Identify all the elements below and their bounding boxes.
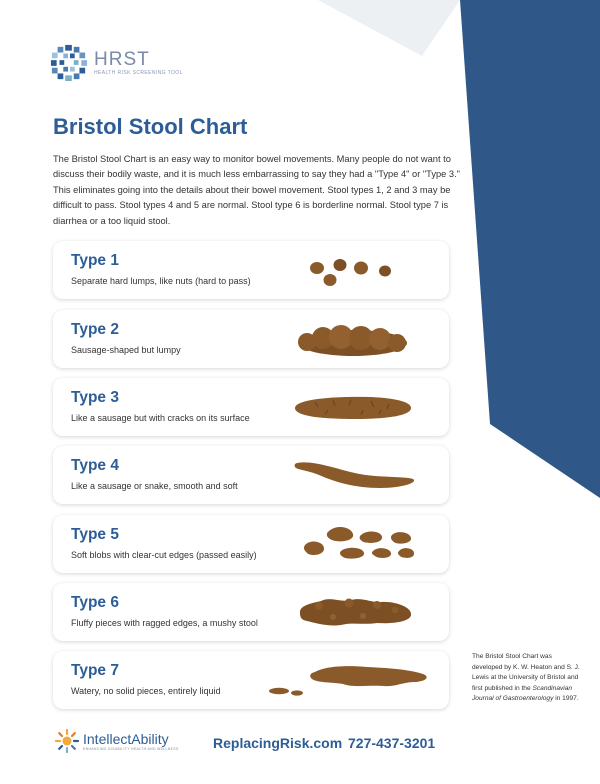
- stool-type-card-3: [53, 378, 449, 436]
- phone-number[interactable]: 727-437-3201: [348, 735, 436, 751]
- intro-paragraph: The Bristol Stool Chart is an easy way to monitor bowel movements. Many people do not want to discuss their bodily waste, and it is much less embarrassing to say they had a "Type 4" or "Type 3." This eliminates going into the details about their bowel movement. Stool types 1, 2 and 3 may be difficult to pass. Stool types 4 and 5 are normal. Stool type 6 is borderline normal. Stool type 7 is diarrhea or a too liquid stool.: [53, 154, 460, 226]
- hrst-mosaic-icon: [50, 44, 88, 82]
- stool-type-card-4: [53, 446, 449, 504]
- brand-tagline: ENHANCING DISABILITY HEALTH AND WELLNESS: [83, 746, 179, 751]
- stool-type-4-illustration: [255, 446, 445, 504]
- stool-type-1-illustration: [255, 241, 445, 299]
- stool-type-6-illustration: [255, 583, 445, 641]
- type-description: Like a sausage or snake, smooth and soft: [71, 481, 238, 491]
- stool-type-2-illustration: [255, 310, 445, 368]
- logo-subtitle: HEALTH RISK SCREENING TOOL: [94, 70, 183, 76]
- stool-type-card-7: [53, 651, 449, 709]
- website-link[interactable]: ReplacingRisk.com: [213, 735, 343, 751]
- type-description: Watery, no solid pieces, entirely liquid: [71, 686, 221, 696]
- chart-footnote: [472, 652, 584, 705]
- type-description: Sausage-shaped but lumpy: [71, 345, 181, 355]
- footnote-end: in 1997.: [553, 695, 579, 703]
- type-label: Type 4: [71, 457, 119, 474]
- type-label: Type 7: [71, 662, 119, 679]
- type-description: Soft blobs with clear-cut edges (passed easily): [71, 550, 257, 560]
- type-label: Type 2: [71, 321, 119, 338]
- brand-name: IntellectAbility: [83, 730, 169, 747]
- page-title: Bristol Stool Chart: [53, 114, 248, 139]
- intellectability-logo: [54, 728, 179, 754]
- type-label: Type 3: [71, 389, 119, 406]
- intellectability-sun-icon: [54, 728, 80, 754]
- logo-name: HRST: [94, 49, 150, 70]
- type-description: Like a sausage but with cracks on its surface: [71, 413, 250, 423]
- type-description: Separate hard lumps, like nuts (hard to pass): [71, 276, 251, 286]
- stool-type-3-illustration: [255, 378, 445, 436]
- type-label: Type 6: [71, 594, 119, 611]
- journal-name: Scandinavian Journal of Gastroenterology: [472, 684, 573, 703]
- stool-type-5-illustration: [255, 515, 445, 573]
- stool-type-7-illustration: [255, 651, 445, 709]
- stool-type-card-2: [53, 310, 449, 368]
- type-description: Fluffy pieces with ragged edges, a mushy stool: [71, 618, 258, 628]
- stool-type-card-6: [53, 583, 449, 641]
- type-label: Type 1: [71, 252, 119, 269]
- type-label: Type 5: [71, 526, 119, 543]
- footnote-text: The Bristol Stool Chart was developed by K. W. Heaton and S. J. Lewis at the University of Bristol and first published in the: [472, 653, 580, 692]
- hrst-logo: [50, 44, 183, 82]
- stool-type-card-1: [53, 241, 449, 299]
- stool-type-card-5: [53, 515, 449, 573]
